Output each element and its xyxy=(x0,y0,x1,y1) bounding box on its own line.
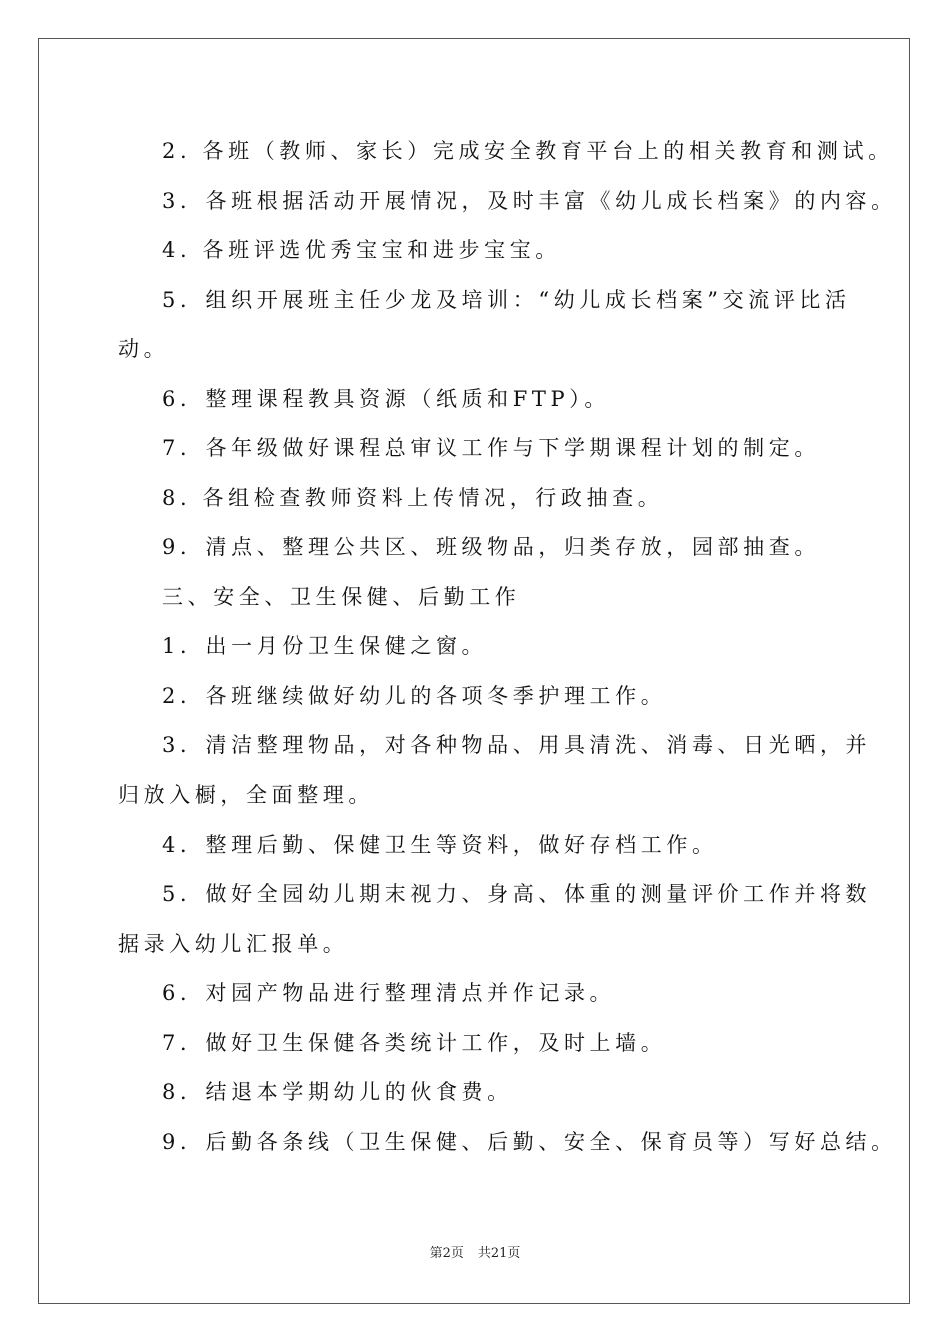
list-item-5-teacher-training: 5．组织开展班主任少龙及培训：“幼儿成长档案”交流评比活 xyxy=(162,288,851,312)
list-item-9-summary: 9．后勤各条线（卫生保健、后勤、安全、保育员等）写好总结。 xyxy=(162,1130,897,1154)
list-item-3-continued: 归放入橱，全面整理。 xyxy=(118,783,374,807)
page-frame xyxy=(38,38,910,1304)
list-item-9-inventory: 9．清点、整理公共区、班级物品，归类存放，园部抽查。 xyxy=(162,535,820,559)
page-number: 第2页 xyxy=(429,1246,464,1261)
list-item-3-cleaning: 3．清洁整理物品，对各种物品、用具清洗、消毒、日光晒，并 xyxy=(162,733,872,757)
list-item-1-health-window: 1．出一月份卫生保健之窗。 xyxy=(162,634,488,658)
section-heading-3: 三、安全、卫生保健、后勤工作 xyxy=(162,585,521,609)
list-item-8-upload-check: 8. 各组检查教师资料上传情况，行政抽查。 xyxy=(162,486,664,510)
list-item-6-asset-count: 6．对园产物品进行整理清点并作记录。 xyxy=(162,981,616,1005)
list-item-3-growth-archive: 3．各班根据活动开展情况，及时丰富《幼儿成长档案》的内容。 xyxy=(162,189,897,213)
list-item-2-winter-care: 2．各班继续做好幼儿的各项冬季护理工作。 xyxy=(162,684,667,708)
list-item-8-meal-fees: 8．结退本学期幼儿的伙食费。 xyxy=(162,1080,513,1104)
list-item-5-measurements: 5．做好全园幼儿期末视力、身高、体重的测量评价工作并将数 xyxy=(162,882,872,906)
list-item-7-statistics: 7．做好卫生保健各类统计工作，及时上墙。 xyxy=(162,1031,667,1055)
list-item-2-platform: 2. 各班（教师、家长）完成安全教育平台上的相关教育和测试。 xyxy=(162,139,894,163)
list-item-4-archiving: 4．整理后勤、保健卫生等资料，做好存档工作。 xyxy=(162,833,718,857)
list-item-5-continued: 动。 xyxy=(118,337,170,361)
list-item-4-baby-selection: 4. 各班评选优秀宝宝和进步宝宝。 xyxy=(162,238,561,262)
page-total: 共21页 xyxy=(477,1246,521,1261)
page-footer xyxy=(0,1245,950,1263)
list-item-5-continued-2: 据录入幼儿汇报单。 xyxy=(118,932,349,956)
list-item-6-resources: 6．整理课程教具资源（纸质和FTP）。 xyxy=(162,387,610,411)
list-item-7-curriculum: 7．各年级做好课程总审议工作与下学期课程计划的制定。 xyxy=(162,436,820,460)
